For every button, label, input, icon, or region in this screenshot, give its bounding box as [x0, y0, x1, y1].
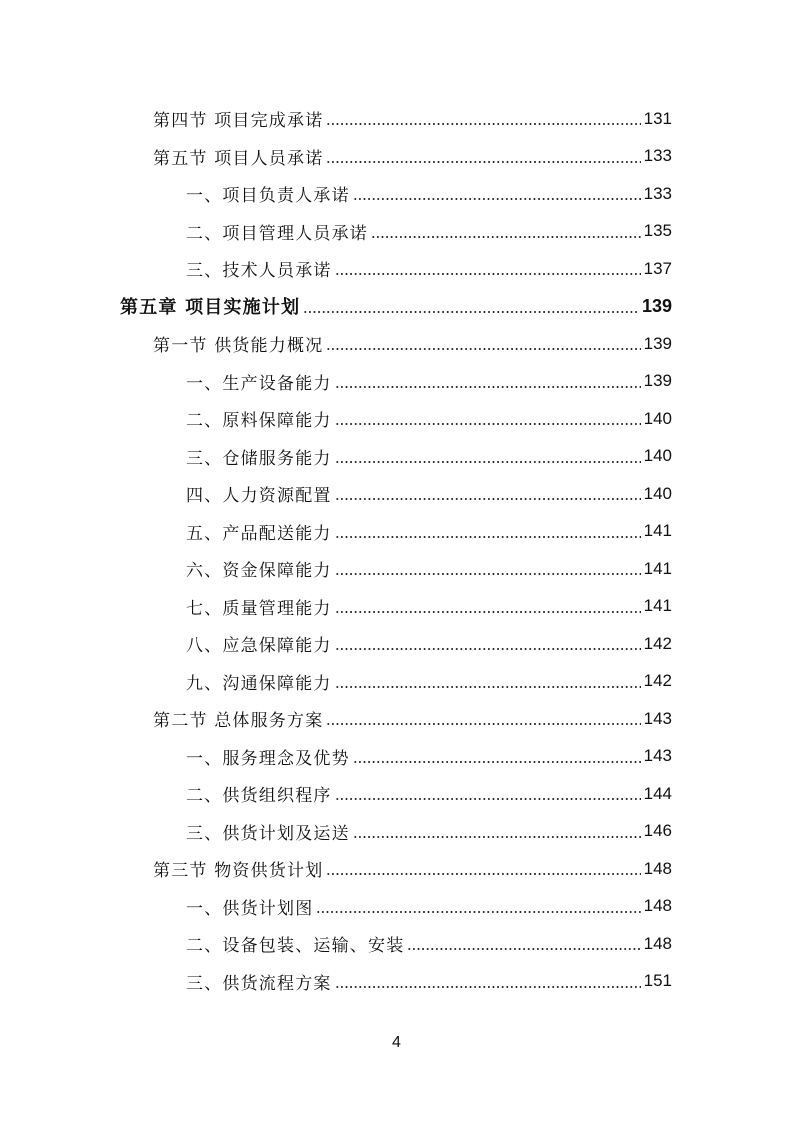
- toc-entry-title: 九、沟通保障能力: [186, 673, 332, 694]
- toc-entry-page: 141: [643, 558, 672, 578]
- dot-leader: [335, 673, 641, 690]
- table-of-contents: [0, 100, 793, 1000]
- toc-entry-page: 142: [643, 671, 672, 691]
- toc-entry-title: 八、应急保障能力: [186, 636, 332, 657]
- toc-entry-page: 140: [643, 446, 672, 466]
- toc-entry[interactable]: [0, 250, 672, 288]
- dot-leader: [335, 373, 641, 390]
- toc-entry[interactable]: [0, 438, 672, 476]
- toc-entry-page: 146: [643, 821, 672, 841]
- toc-entry-title: 五、产品配送能力: [186, 523, 332, 544]
- toc-entry-page: 141: [643, 521, 672, 541]
- toc-entry-title: 二、供货组织程序: [186, 786, 332, 807]
- toc-entry-title: 第四节 项目完成承诺: [153, 111, 324, 132]
- toc-entry[interactable]: [0, 138, 672, 176]
- dot-leader: [335, 973, 641, 990]
- toc-entry-page: 131: [643, 108, 672, 128]
- toc-entry[interactable]: [0, 513, 672, 551]
- toc-entry-title: 三、供货流程方案: [186, 973, 332, 994]
- toc-entry-title: 第三节 物资供货计划: [153, 861, 324, 882]
- toc-entry-page: 133: [643, 183, 672, 203]
- dot-leader: [326, 860, 640, 877]
- dot-leader: [303, 298, 639, 315]
- toc-entry[interactable]: [0, 175, 672, 213]
- toc-entry[interactable]: [0, 213, 672, 251]
- dot-leader: [335, 448, 641, 465]
- dot-leader: [335, 635, 641, 652]
- toc-entry-page: 139: [641, 295, 672, 316]
- toc-entry[interactable]: [0, 700, 672, 738]
- toc-entry-page: 140: [643, 483, 672, 503]
- toc-entry[interactable]: [0, 363, 672, 401]
- toc-chapter-entry[interactable]: [0, 288, 672, 326]
- toc-entry-title: 第二节 总体服务方案: [153, 711, 324, 732]
- dot-leader: [335, 560, 641, 577]
- toc-entry-page: 144: [643, 783, 672, 803]
- dot-leader: [335, 785, 641, 802]
- toc-entry[interactable]: [0, 963, 672, 1001]
- toc-entry-page: 148: [643, 933, 672, 953]
- toc-entry[interactable]: [0, 925, 672, 963]
- dot-leader: [353, 185, 641, 202]
- dot-leader: [326, 710, 640, 727]
- dot-leader: [335, 410, 641, 427]
- toc-entry-page: 140: [643, 408, 672, 428]
- toc-entry[interactable]: [0, 475, 672, 513]
- toc-entry[interactable]: [0, 775, 672, 813]
- toc-entry-title: 第五节 项目人员承诺: [153, 148, 324, 169]
- toc-entry-page: 143: [643, 708, 672, 728]
- page-number: 4: [392, 1034, 401, 1051]
- dot-leader: [326, 335, 640, 352]
- toc-entry-title: 一、服务理念及优势: [186, 748, 350, 769]
- toc-entry-title: 第五章 项目实施计划: [120, 297, 301, 319]
- dot-leader: [407, 935, 640, 952]
- toc-entry-title: 一、供货计划图: [186, 898, 314, 919]
- toc-entry-title: 二、原料保障能力: [186, 411, 332, 432]
- dot-leader: [335, 598, 641, 615]
- toc-entry[interactable]: [0, 325, 672, 363]
- toc-entry-title: 第一节 供货能力概况: [153, 336, 324, 357]
- toc-entry-page: 142: [643, 633, 672, 653]
- toc-entry-page: 141: [643, 596, 672, 616]
- toc-entry-title: 二、项目管理人员承诺: [186, 223, 368, 244]
- dot-leader: [371, 223, 641, 240]
- toc-entry-page: 135: [643, 221, 672, 241]
- toc-entry-page: 148: [643, 858, 672, 878]
- toc-entry-title: 一、项目负责人承诺: [186, 186, 350, 207]
- dot-leader: [353, 823, 641, 840]
- dot-leader: [326, 110, 640, 127]
- toc-entry[interactable]: [0, 663, 672, 701]
- toc-entry-title: 四、人力资源配置: [186, 486, 332, 507]
- toc-entry-page: 148: [643, 896, 672, 916]
- toc-entry-title: 三、仓储服务能力: [186, 448, 332, 469]
- toc-entry-page: 133: [643, 146, 672, 166]
- toc-entry-title: 三、技术人员承诺: [186, 261, 332, 282]
- toc-entry[interactable]: [0, 588, 672, 626]
- dot-leader: [316, 898, 640, 915]
- toc-entry-title: 二、设备包装、运输、安装: [186, 936, 405, 957]
- toc-entry[interactable]: [0, 738, 672, 776]
- toc-entry-title: 六、资金保障能力: [186, 561, 332, 582]
- toc-entry[interactable]: [0, 550, 672, 588]
- toc-entry[interactable]: [0, 813, 672, 851]
- dot-leader: [335, 523, 641, 540]
- toc-entry-page: 151: [643, 971, 672, 991]
- dot-leader: [335, 485, 641, 502]
- toc-entry-page: 137: [643, 258, 672, 278]
- toc-entry[interactable]: [0, 400, 672, 438]
- toc-entry[interactable]: [0, 888, 672, 926]
- dot-leader: [353, 748, 641, 765]
- toc-entry[interactable]: [0, 850, 672, 888]
- toc-entry[interactable]: [0, 625, 672, 663]
- toc-entry-page: 143: [643, 746, 672, 766]
- toc-entry[interactable]: [0, 100, 672, 138]
- dot-leader: [335, 260, 641, 277]
- toc-entry-title: 七、质量管理能力: [186, 598, 332, 619]
- toc-entry-title: 一、生产设备能力: [186, 373, 332, 394]
- toc-entry-page: 139: [643, 333, 672, 353]
- dot-leader: [326, 148, 640, 165]
- toc-entry-page: 139: [643, 371, 672, 391]
- toc-entry-title: 三、供货计划及运送: [186, 823, 350, 844]
